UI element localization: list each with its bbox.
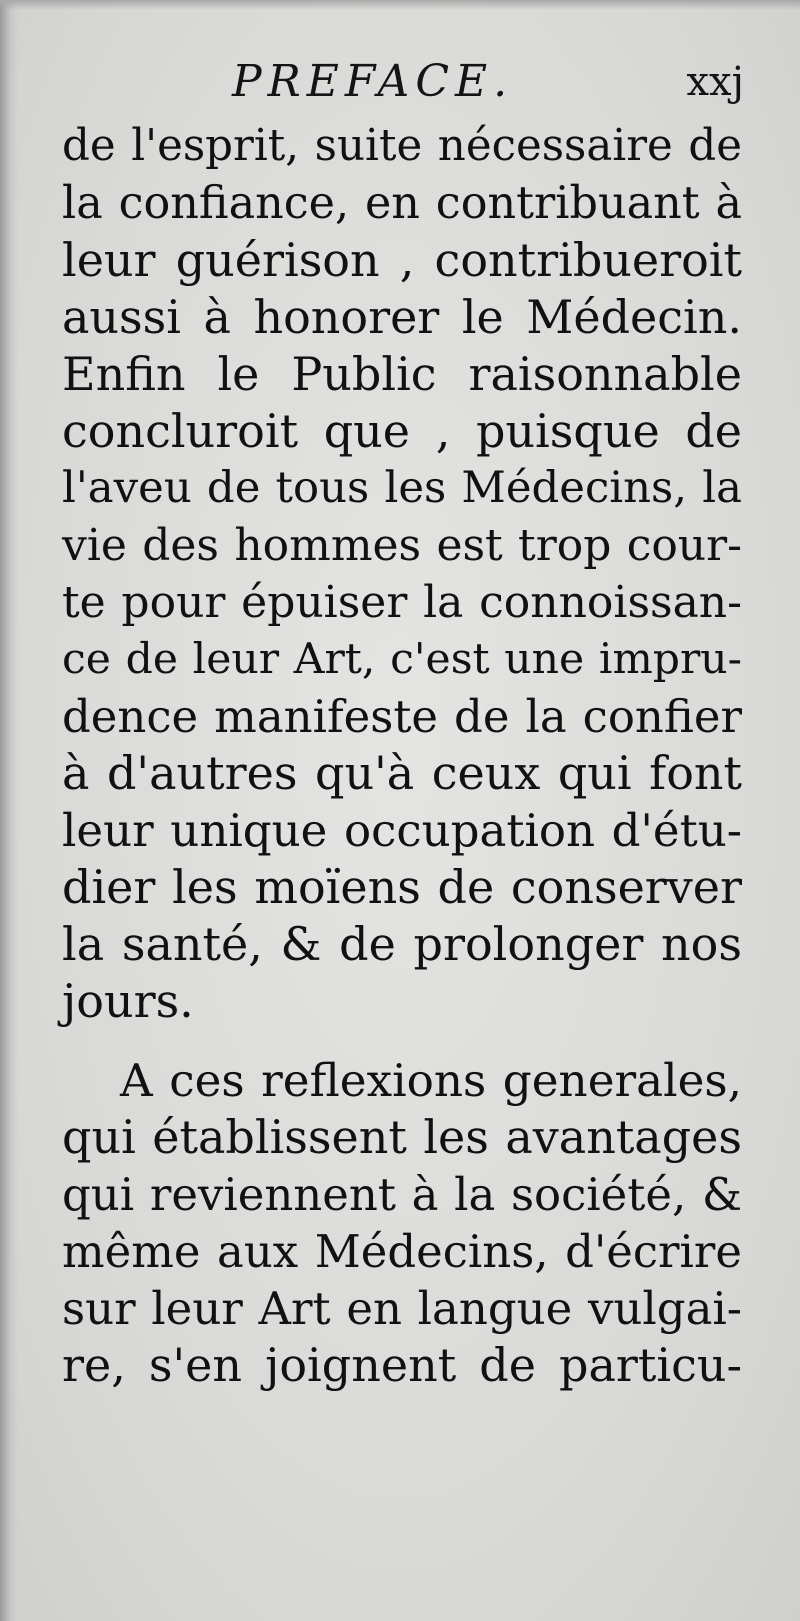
text-line: l'aveu de tous les Médecins, la	[62, 463, 742, 513]
text-line: concluroit que , puisque de	[62, 404, 742, 458]
text-line: jours.	[62, 974, 194, 1028]
text-line: re, s'en joignent de particu-	[62, 1338, 742, 1392]
paragraph-gap	[62, 1030, 742, 1052]
text-line: sur leur Art en langue vulgai-	[62, 1282, 742, 1335]
text-line: la santé, & de prolonger nos	[62, 917, 742, 971]
running-head	[0, 52, 800, 112]
text-line: aussi à honorer le Médecin.	[62, 290, 742, 344]
text-line: qui établissent les avantages	[62, 1110, 742, 1164]
text-line: ce de leur Art, c'est une impru-	[62, 635, 742, 684]
text-line: te pour épuiser la connoissan-	[62, 577, 742, 628]
page-number: xxj	[686, 59, 744, 105]
running-title: PREFACE.	[232, 56, 514, 107]
text-line: dence manifeste de la confier	[62, 690, 742, 743]
text-line: la confiance, en contribuant à	[62, 178, 742, 229]
paragraph-1	[62, 118, 742, 1030]
body-text	[62, 118, 742, 1394]
text-line: leur unique occupation d'étu-	[62, 804, 742, 857]
text-line: qui reviennent à la société, &	[62, 1168, 742, 1221]
text-line: Enfin le Public raisonnable	[62, 347, 742, 401]
text-line: même aux Médecins, d'écrire	[62, 1225, 742, 1278]
text-line: de l'esprit, suite nécessaire de	[62, 121, 742, 171]
page-top-shadow	[0, 0, 800, 10]
text-line: dier les moïens de conserver	[62, 860, 742, 914]
paragraph-2	[62, 1052, 742, 1394]
text-line: à d'autres qu'à ceux qui font	[62, 746, 742, 800]
page-edge-shadow	[0, 0, 18, 1621]
text-line: vie des hommes est trop cour-	[62, 520, 742, 571]
text-line: A ces reflexions generales,	[120, 1054, 742, 1107]
text-line: leur guérison , contribueroit	[62, 233, 742, 287]
